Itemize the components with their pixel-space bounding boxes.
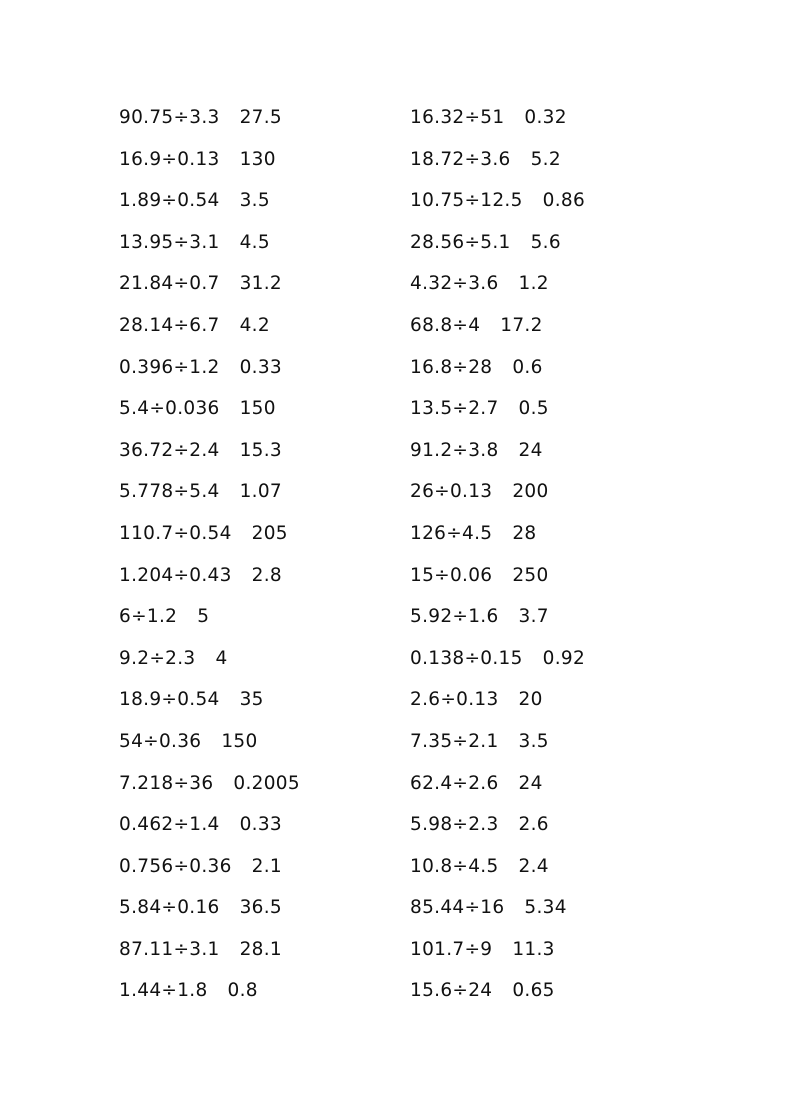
problem-row — [119, 478, 399, 520]
answer-value: 17.2 — [500, 314, 543, 336]
answer-value: 205 — [251, 522, 288, 544]
problem-row — [410, 811, 690, 853]
division-expression: 13.5÷2.7 — [410, 398, 499, 420]
answer-value: 0.65 — [512, 980, 555, 1002]
division-expression: 0.462÷1.4 — [119, 814, 220, 836]
answer-value: 1.07 — [239, 481, 282, 503]
division-expression: 87.11÷3.1 — [119, 938, 220, 960]
answer-value: 130 — [239, 148, 276, 170]
division-expression: 9.2÷2.3 — [119, 647, 196, 669]
division-expression: 90.75÷3.3 — [119, 107, 220, 128]
answer-value: 24 — [518, 772, 543, 794]
division-expression: 1.44÷1.8 — [119, 980, 208, 1002]
answer-value: 2.8 — [251, 564, 282, 586]
division-expression: 28.14÷6.7 — [119, 314, 220, 336]
division-expression: 5.4÷0.036 — [119, 398, 220, 420]
division-expression: 16.32÷51 — [410, 107, 505, 128]
division-expression: 0.138÷0.15 — [410, 647, 523, 669]
answer-value: 2.1 — [251, 855, 282, 877]
division-expression: 54÷0.36 — [119, 730, 202, 752]
problem-row — [410, 562, 690, 604]
problem-row — [119, 520, 399, 562]
division-expression: 36.72÷2.4 — [119, 439, 220, 461]
division-expression: 10.8÷4.5 — [410, 855, 499, 877]
division-expression: 18.72÷3.6 — [410, 148, 511, 170]
problem-row — [410, 354, 690, 396]
problem-row — [119, 811, 399, 853]
answer-value: 20 — [518, 689, 543, 711]
problem-row — [119, 977, 399, 1019]
problem-row — [410, 977, 690, 1019]
problem-row — [410, 146, 690, 188]
answer-value: 200 — [512, 481, 549, 503]
division-expression: 26÷0.13 — [410, 481, 493, 503]
problem-row — [410, 936, 690, 978]
problem-row — [119, 728, 399, 770]
answer-value: 11.3 — [512, 938, 555, 960]
division-worksheet — [119, 104, 719, 1014]
division-expression: 15.6÷24 — [410, 980, 493, 1002]
division-expression: 0.756÷0.36 — [119, 855, 232, 877]
division-expression: 28.56÷5.1 — [410, 231, 511, 253]
problem-row — [119, 645, 399, 687]
answer-value: 3.5 — [239, 190, 270, 212]
problem-row — [410, 229, 690, 271]
division-expression: 68.8÷4 — [410, 314, 481, 336]
division-expression: 126÷4.5 — [410, 522, 493, 544]
problem-row — [119, 894, 399, 936]
problem-row — [410, 853, 690, 895]
answer-value: 5.34 — [524, 897, 567, 919]
answer-value: 0.8 — [227, 980, 258, 1002]
answer-value: 3.7 — [518, 606, 549, 628]
problem-row — [119, 562, 399, 604]
answer-value: 2.6 — [518, 814, 549, 836]
answer-value: 5 — [197, 606, 210, 628]
answer-value: 0.33 — [239, 814, 282, 836]
division-expression: 16.9÷0.13 — [119, 148, 220, 170]
division-expression: 2.6÷0.13 — [410, 689, 499, 711]
problem-row — [410, 104, 690, 146]
division-expression: 85.44÷16 — [410, 897, 505, 919]
answer-value: 0.5 — [518, 398, 549, 420]
answer-value: 0.33 — [239, 356, 282, 378]
problem-row — [119, 686, 399, 728]
division-expression: 1.204÷0.43 — [119, 564, 232, 586]
problem-row — [119, 146, 399, 188]
problem-row — [119, 312, 399, 354]
answer-value: 0.32 — [524, 107, 567, 128]
division-expression: 0.396÷1.2 — [119, 356, 220, 378]
problem-row — [119, 270, 399, 312]
problem-row — [410, 520, 690, 562]
division-expression: 101.7÷9 — [410, 938, 493, 960]
division-expression: 5.98÷2.3 — [410, 814, 499, 836]
division-expression: 1.89÷0.54 — [119, 190, 220, 212]
problem-row — [410, 312, 690, 354]
answer-value: 28.1 — [239, 938, 282, 960]
division-expression: 5.92÷1.6 — [410, 606, 499, 628]
division-expression: 21.84÷0.7 — [119, 273, 220, 295]
division-expression: 6÷1.2 — [119, 606, 178, 628]
division-expression: 4.32÷3.6 — [410, 273, 499, 295]
answer-value: 4.5 — [239, 231, 270, 253]
problem-row — [410, 187, 690, 229]
problem-row — [119, 104, 399, 146]
problem-row — [410, 728, 690, 770]
division-expression: 5.778÷5.4 — [119, 481, 220, 503]
division-expression: 7.218÷36 — [119, 772, 214, 794]
answer-value: 35 — [239, 689, 264, 711]
right-problem-column — [410, 104, 690, 1019]
problem-row — [410, 894, 690, 936]
division-expression: 91.2÷3.8 — [410, 439, 499, 461]
problem-row — [119, 187, 399, 229]
problem-row — [410, 270, 690, 312]
problem-row — [119, 354, 399, 396]
problem-row — [410, 478, 690, 520]
answer-value: 27.5 — [239, 107, 282, 128]
division-expression: 110.7÷0.54 — [119, 522, 232, 544]
division-expression: 5.84÷0.16 — [119, 897, 220, 919]
division-expression: 13.95÷3.1 — [119, 231, 220, 253]
answer-value: 24 — [518, 439, 543, 461]
division-expression: 10.75÷12.5 — [410, 190, 523, 212]
problem-row — [119, 437, 399, 479]
answer-value: 4.2 — [239, 314, 270, 336]
answer-value: 5.6 — [530, 231, 561, 253]
answer-value: 2.4 — [518, 855, 549, 877]
division-expression: 62.4÷2.6 — [410, 772, 499, 794]
answer-value: 4 — [215, 647, 228, 669]
division-expression: 7.35÷2.1 — [410, 730, 499, 752]
answer-value: 5.2 — [530, 148, 561, 170]
answer-value: 28 — [512, 522, 537, 544]
answer-value: 150 — [221, 730, 258, 752]
answer-value: 0.92 — [542, 647, 586, 669]
problem-row — [119, 936, 399, 978]
problem-row — [410, 645, 690, 687]
problem-row — [410, 395, 690, 437]
division-expression: 15÷0.06 — [410, 564, 493, 586]
answer-value: 0.86 — [542, 190, 586, 212]
answer-value: 150 — [239, 398, 276, 420]
problem-row — [410, 686, 690, 728]
problem-row — [119, 853, 399, 895]
division-expression: 18.9÷0.54 — [119, 689, 220, 711]
problem-row — [410, 770, 690, 812]
problem-row — [119, 603, 399, 645]
problem-row — [410, 437, 690, 479]
answer-value: 0.2005 — [233, 772, 300, 794]
answer-value: 250 — [512, 564, 549, 586]
problem-row — [119, 229, 399, 271]
answer-value: 36.5 — [239, 897, 282, 919]
answer-value: 31.2 — [239, 273, 282, 295]
division-expression: 16.8÷28 — [410, 356, 493, 378]
problem-row — [119, 395, 399, 437]
answer-value: 15.3 — [239, 439, 282, 461]
left-problem-column — [119, 104, 399, 1019]
problem-row — [410, 603, 690, 645]
problem-row — [119, 770, 399, 812]
answer-value: 1.2 — [518, 273, 549, 295]
answer-value: 3.5 — [518, 730, 549, 752]
answer-value: 0.6 — [512, 356, 543, 378]
